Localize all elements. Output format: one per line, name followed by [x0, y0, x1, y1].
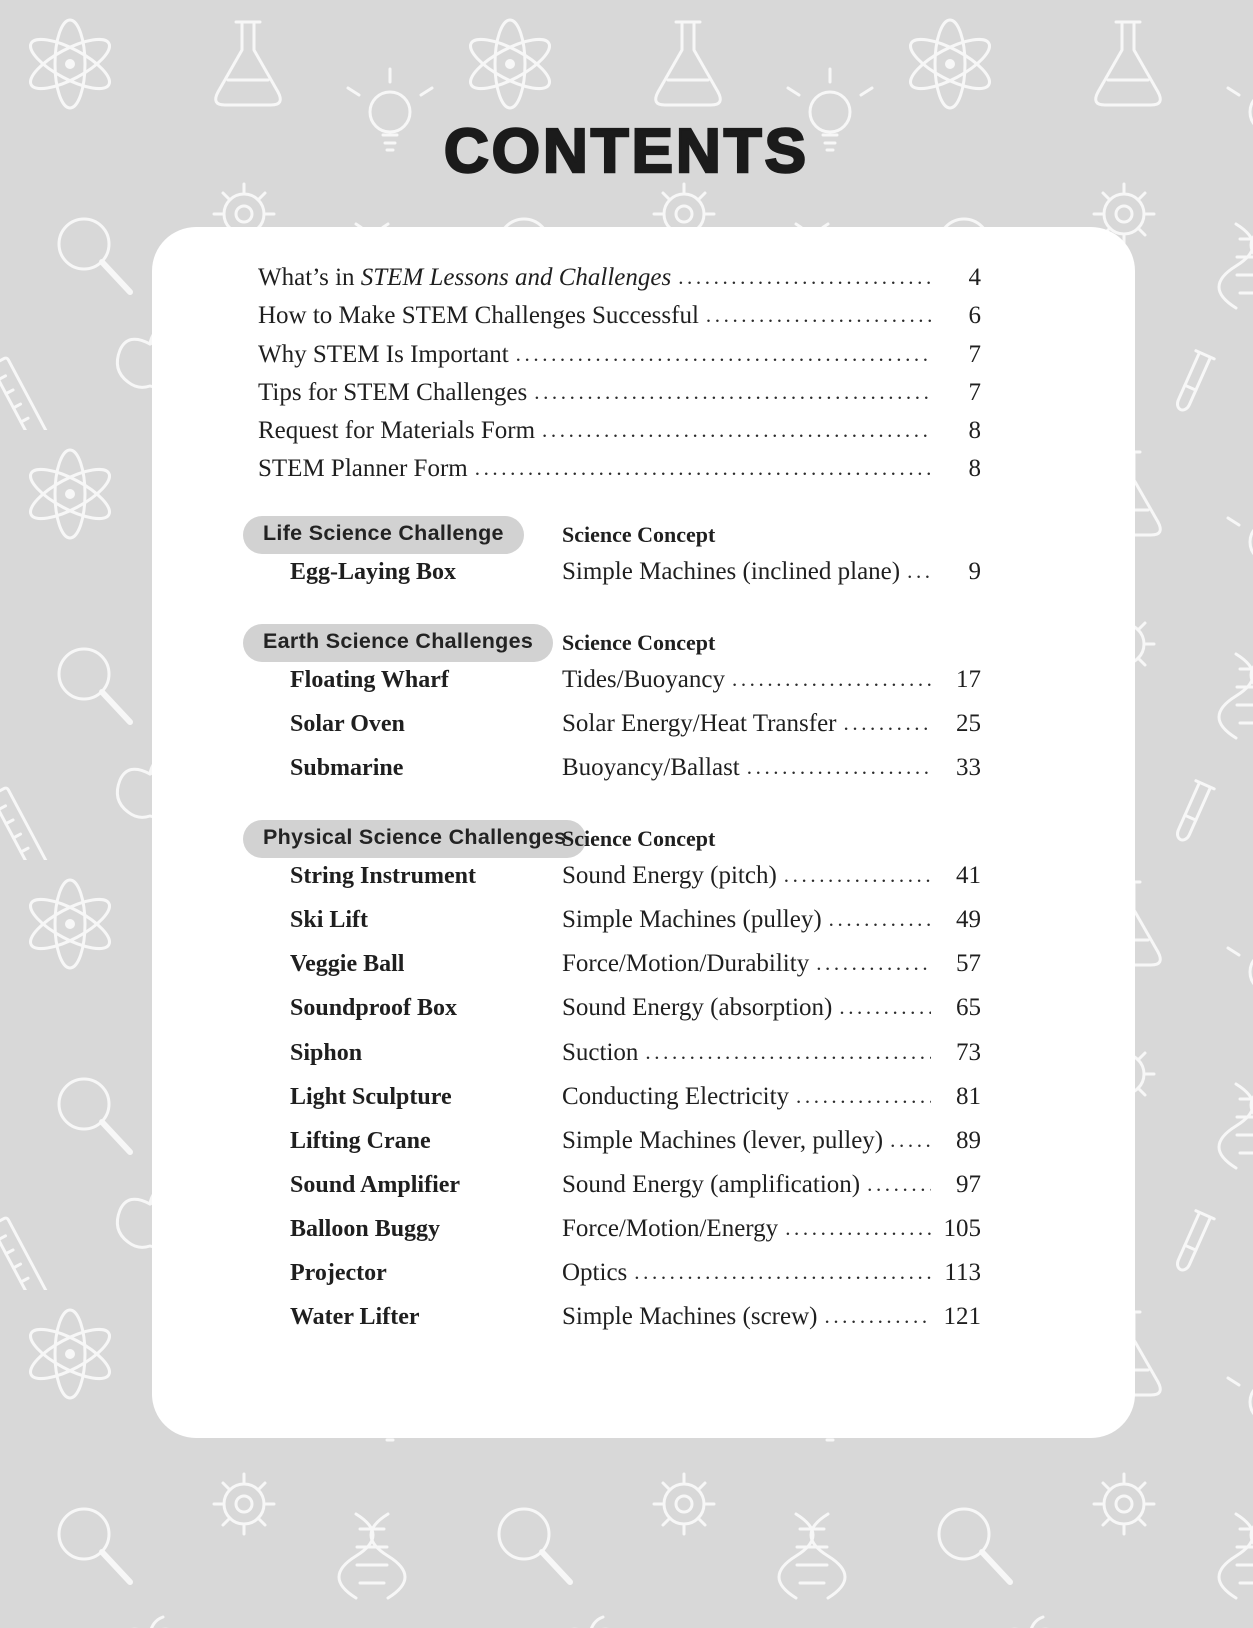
dot-leader — [678, 265, 931, 290]
science-concept: Tides/Buoyancy — [562, 665, 725, 693]
section-badge: Earth Science Challenges — [243, 624, 553, 662]
toc-entry-title: STEM Planner Form — [258, 455, 468, 483]
challenge-title: Balloon Buggy — [290, 1215, 441, 1242]
dot-leader — [829, 907, 931, 932]
toc-entry — [258, 455, 981, 493]
toc-entry — [258, 1127, 981, 1171]
dot-leader — [824, 1304, 931, 1329]
section-badge: Physical Science Challenges — [243, 820, 586, 858]
challenge-title: String Instrument — [290, 863, 477, 890]
science-concept: Sound Energy (absorption) — [562, 994, 833, 1022]
sections — [258, 512, 981, 1347]
toc-entry — [258, 264, 981, 302]
toc-entry-title-italic: STEM Lessons and Challenges — [360, 264, 672, 291]
toc-entry — [258, 417, 981, 455]
dot-leader — [839, 995, 931, 1020]
toc-entry — [258, 994, 981, 1038]
page-number: 7 — [968, 340, 981, 368]
challenge-title: Water Lifter — [290, 1304, 420, 1331]
page-number: 113 — [944, 1259, 981, 1286]
dot-leader — [542, 418, 931, 443]
page-number: 97 — [956, 1170, 981, 1198]
dot-leader — [645, 1040, 931, 1065]
dot-leader — [732, 667, 931, 692]
page-number: 81 — [956, 1082, 981, 1110]
challenge-title: Submarine — [290, 755, 404, 782]
science-concept-column-header: Science Concept — [562, 826, 716, 852]
section-header — [258, 816, 981, 862]
science-concept: Simple Machines (pulley) — [562, 906, 822, 934]
front-matter-list — [258, 264, 981, 494]
toc-entry — [258, 1259, 981, 1303]
challenge-title: Sound Amplifier — [290, 1171, 461, 1198]
toc-entry — [258, 1171, 981, 1215]
science-concept: Sound Energy (amplification) — [562, 1170, 861, 1198]
science-concept: Simple Machines (inclined plane) — [562, 557, 901, 585]
toc-entry-title: Tips for STEM Challenges — [258, 378, 528, 406]
dot-leader — [816, 951, 931, 976]
dot-leader — [516, 342, 931, 367]
page-number: 41 — [956, 862, 981, 890]
toc-entry — [258, 1083, 981, 1127]
science-concept: Conducting Electricity — [562, 1082, 790, 1110]
challenge-title: Projector — [290, 1260, 387, 1286]
toc-entry — [258, 754, 981, 798]
challenge-title: Siphon — [290, 1039, 363, 1066]
challenge-title: Light Sculpture — [290, 1083, 452, 1110]
dot-leader — [796, 1084, 931, 1109]
toc-entry — [258, 950, 981, 994]
page-number: 33 — [956, 754, 981, 782]
page-number: 17 — [956, 665, 981, 693]
toc-entry — [258, 1039, 981, 1083]
toc-entry — [258, 710, 981, 754]
challenge-title: Veggie Ball — [290, 951, 405, 978]
page-number: 57 — [956, 950, 981, 978]
toc-entry — [258, 379, 981, 417]
dot-leader — [475, 456, 931, 481]
dot-leader — [534, 380, 931, 405]
challenge-title: Lifting Crane — [290, 1127, 431, 1154]
page-number: 8 — [968, 417, 981, 445]
section-header — [258, 512, 981, 558]
science-concept: Suction — [562, 1038, 639, 1066]
page-number: 8 — [968, 455, 981, 483]
toc-entry — [258, 302, 981, 340]
science-concept: Sound Energy (pitch) — [562, 862, 777, 890]
challenge-section — [258, 512, 981, 602]
science-concept: Solar Energy/Heat Transfer — [562, 709, 837, 737]
science-concept: Simple Machines (lever, pulley) — [562, 1126, 884, 1154]
toc-entry — [258, 906, 981, 950]
page-title: CONTENTS — [444, 117, 809, 186]
page-number: 121 — [943, 1303, 981, 1331]
dot-leader — [784, 863, 931, 888]
toc-entry — [258, 1303, 981, 1347]
science-concept: Force/Motion/Durability — [562, 950, 810, 978]
dot-leader — [634, 1260, 931, 1285]
dot-leader — [785, 1216, 931, 1241]
challenge-title: Egg-Laying Box — [290, 558, 457, 585]
page-number: 6 — [968, 302, 981, 330]
toc-entry-title: What’s in STEM Lessons and Challenges — [258, 264, 672, 291]
dot-leader — [890, 1128, 931, 1153]
challenge-section — [258, 620, 981, 798]
page-number: 65 — [956, 994, 981, 1022]
page-number: 9 — [968, 557, 981, 585]
science-concept: Optics — [562, 1259, 628, 1286]
toc-entry — [258, 1215, 981, 1259]
challenge-title: Ski Lift — [290, 907, 369, 934]
toc-entry — [258, 666, 981, 710]
toc-entry-title: Request for Materials Form — [258, 417, 536, 445]
science-concept: Buoyancy/Ballast — [562, 754, 740, 782]
challenge-section — [258, 816, 981, 1347]
challenge-title: Soundproof Box — [290, 995, 457, 1022]
page-number: 73 — [956, 1038, 981, 1066]
dot-leader — [907, 559, 931, 584]
science-concept: Simple Machines (screw) — [562, 1303, 818, 1331]
page-number: 7 — [968, 378, 981, 406]
toc-entry — [258, 862, 981, 906]
dot-leader — [706, 303, 931, 328]
science-concept-column-header: Science Concept — [562, 629, 716, 655]
page-number: 4 — [968, 264, 981, 291]
page-number: 89 — [956, 1126, 981, 1154]
page-number: 49 — [956, 906, 981, 934]
dot-leader — [747, 755, 931, 780]
section-header — [258, 620, 981, 666]
toc-entry-title: How to Make STEM Challenges Successful — [258, 302, 699, 330]
page-number: 25 — [956, 709, 981, 737]
dot-leader — [844, 711, 932, 736]
toc-entry — [258, 341, 981, 379]
challenge-title: Floating Wharf — [290, 666, 449, 693]
contents-card — [152, 227, 1135, 1438]
science-concept-column-header: Science Concept — [562, 521, 716, 547]
toc-entry-title: Why STEM Is Important — [258, 340, 509, 368]
section-badge: Life Science Challenge — [243, 516, 524, 554]
dot-leader — [867, 1172, 931, 1197]
science-concept: Force/Motion/Energy — [562, 1214, 779, 1242]
challenge-title: Solar Oven — [290, 710, 405, 737]
page-number: 105 — [943, 1214, 981, 1242]
toc-entry — [258, 558, 981, 602]
